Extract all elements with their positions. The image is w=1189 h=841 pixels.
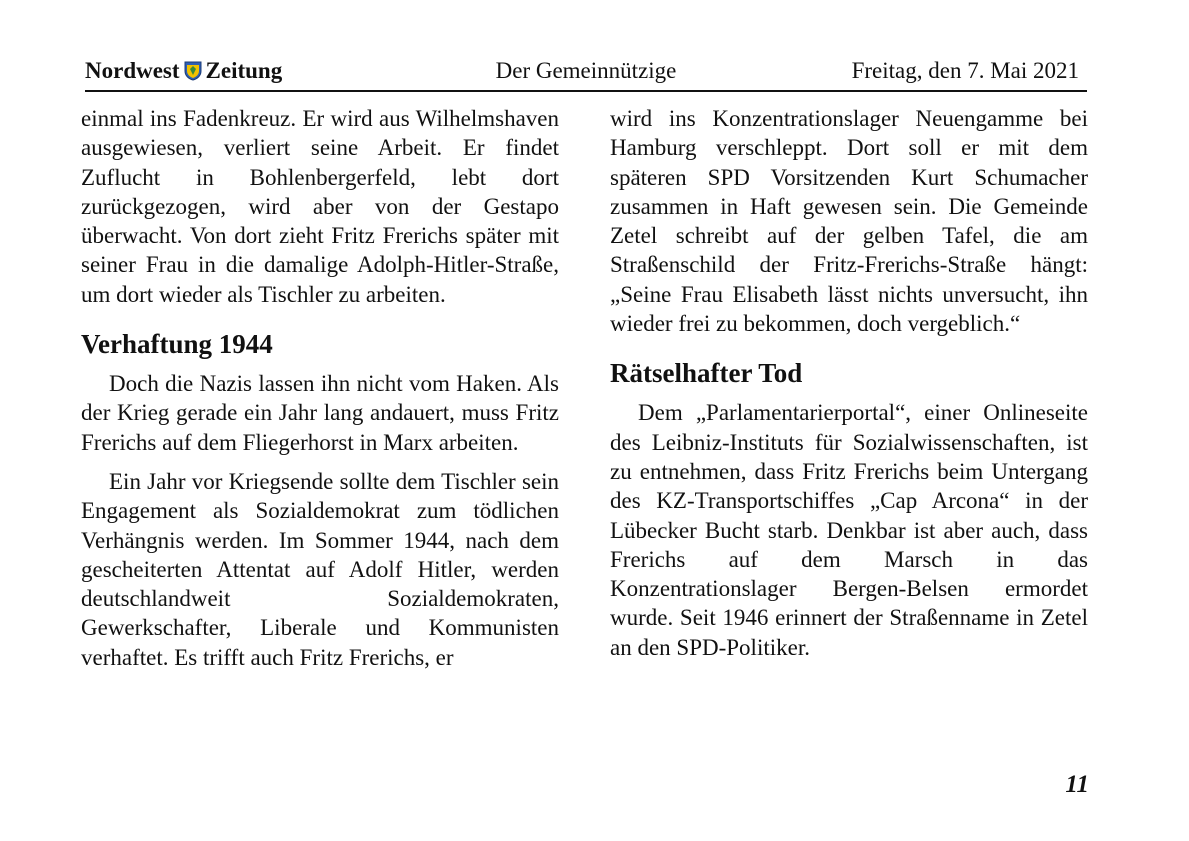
left-intro-paragraph: einmal ins Fadenkreuz. Er wird aus Wilhelmshaven ausgewiesen, verliert seine Arbeit. Er findet Zuflucht in Bohlenbergerfeld, lebt dort zurückgezogen, wird aber von der Gestapo überwacht. Von dort zieht Fritz Frerichs später mit seiner Frau in die damalige Adolph-Hitler-Straße, um dort wieder als Tischler zu arbeiten. [81,106,559,307]
publication-title: Der Gemeinnützige [495,58,677,83]
section-heading-verhaftung: Verhaftung 1944 [81,329,273,360]
brand-name-part1: Nordwest [85,58,180,83]
left-column [81,104,559,672]
right-intro-paragraph: wird ins Konzentrationslager Neuengamme bei Hamburg verschleppt. Dort soll er mit dem späteren SPD Vorsitzenden Kurt Schumacher zusammen in Haft gewesen sein. Die Gemeinde Zetel schreibt auf der gelben Tafel, die am Straßenschild der Fritz-Frerichs-Straße hängt: „Seine Frau Elisabeth lässt nichts unversucht, ihn wieder frei zu bekommen, doch vergeblich.“ [610,106,1088,337]
coat-of-arms-icon [184,61,202,81]
page-header [85,58,1087,92]
left-paragraph-1: Doch die Nazis lassen ihn nicht vom Haken. Als der Krieg gerade ein Jahr lang andauert, muss Fritz Frerichs auf dem Fliegerhorst in Marx arbeiten. [81,371,559,455]
section-heading-raetselhafter-tod: Rätselhafter Tod [610,358,803,389]
left-paragraph-2: Ein Jahr vor Kriegsende sollte dem Tischler sein Engagement als Sozialdemokrat zum tödlichen Verhängnis werden. Im Sommer 1944, nach dem gescheiterten Attentat auf Adolf Hitler, werden deutschlandweit Sozialdemokraten, Gewerkschafter, Liberale und Kommunisten verhaftet. Es trifft auch Fritz Frerichs, er [81,468,559,670]
newspaper-brand [85,58,282,84]
brand-name-part2: Zeitung [205,58,283,83]
issue-date: Freitag, den 7. Mai 2021 [851,58,1079,83]
page-number: 11 [1065,771,1089,798]
right-column [610,104,1088,662]
right-paragraph-1: Dem „Parlamentarierportal“, einer Onlineseite des Leibniz-Instituts für Sozialwissenschaften, ist zu entnehmen, dass Fritz Frerichs beim Untergang des KZ-Transportschiffes „Cap Arcona“ in der Lübecker Bucht starb. Denkbar ist aber auch, dass Frerichs auf dem Marsch in das Konzentrationslager Bergen-Belsen ermordet wurde. Seit 1946 erinnert der Straßenname in Zetel an den SPD-Politiker. [610,400,1088,660]
